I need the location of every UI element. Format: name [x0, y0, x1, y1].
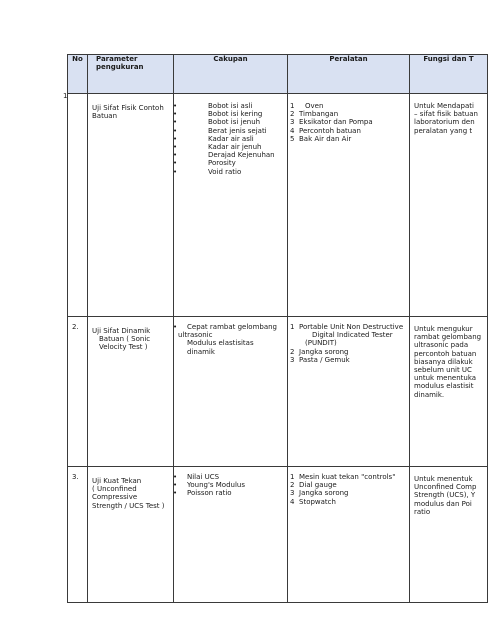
cakupan-cell — [174, 317, 288, 467]
list-number: 2 — [290, 110, 295, 119]
list-number: 2 — [290, 481, 295, 490]
fungsi-line: percontoh batuan — [414, 349, 477, 358]
list-item — [292, 118, 409, 126]
list-item — [292, 331, 409, 339]
cakupan-list — [174, 473, 287, 498]
peralatan-cell — [288, 467, 410, 603]
fungsi-cell — [410, 94, 488, 317]
header-peralatan: Peralatan — [288, 55, 410, 94]
header-cakupan: Cakupan — [174, 55, 288, 94]
fungsi-line: ultrasonic pada — [414, 341, 469, 350]
row-number: 2. — [68, 317, 88, 467]
cakupan-list — [174, 323, 287, 356]
fungsi-line: biasanya dilakuk — [414, 357, 473, 366]
bullet-icon: • — [173, 118, 178, 127]
list-item — [292, 110, 409, 118]
fungsi-line: modulus elastisit — [414, 382, 474, 391]
fungsi-line: Untuk Mendapati — [414, 102, 474, 110]
peralatan-text: Dial gauge — [299, 481, 337, 490]
peralatan-text: Oven — [305, 102, 324, 110]
header-parameter-line2: pengukuran — [96, 63, 144, 72]
list-number: 1 — [290, 473, 295, 481]
list-item — [174, 143, 287, 151]
fungsi-line: rambat gelombang — [414, 333, 482, 342]
peralatan-text: Timbangan — [299, 110, 339, 119]
cakupan-text: Cepat rambat gelombang — [187, 323, 277, 331]
list-number: 1 — [290, 102, 295, 110]
bullet-icon: • — [173, 481, 178, 490]
fungsi-cell — [410, 467, 488, 603]
list-item — [292, 323, 409, 331]
list-number: 1 — [290, 323, 295, 331]
parameter-line: Strength / UCS Test ) — [92, 501, 165, 510]
fungsi-line: Untuk menentuk — [414, 475, 473, 483]
list-item — [174, 473, 287, 481]
list-item — [174, 110, 287, 118]
list-item — [292, 339, 409, 347]
parameter-line: Velocity Test ) — [99, 343, 148, 352]
list-item — [174, 481, 287, 489]
parameter-line: Batuan — [92, 112, 117, 121]
list-item — [292, 127, 409, 135]
list-item — [174, 339, 287, 347]
cakupan-text: Bobot isi kering — [208, 110, 263, 119]
cakupan-text: ultrasonic — [178, 331, 213, 340]
cakupan-text: Porosity — [208, 159, 236, 168]
list-item — [174, 323, 287, 331]
parameter-line: ( Unconfined — [92, 485, 137, 494]
cakupan-text: Nilai UCS — [187, 473, 220, 481]
peralatan-cell — [288, 317, 410, 467]
bullet-icon: • — [173, 151, 178, 160]
list-number: 4 — [290, 126, 295, 135]
bullet-icon: • — [173, 489, 178, 498]
row-number — [68, 94, 88, 317]
fungsi-cell — [410, 317, 488, 467]
header-parameter-line1: Parameter — [96, 55, 138, 63]
parameter-cell — [88, 94, 174, 317]
list-number: 3 — [290, 118, 295, 127]
fungsi-line: Untuk mengukur — [414, 325, 473, 333]
cakupan-text: Void ratio — [208, 167, 242, 176]
fungsi-line: untuk menentuka — [414, 374, 477, 383]
parameter-cell — [88, 317, 174, 467]
peralatan-text: Bak Air dan Air — [299, 134, 352, 143]
fungsi-line: Unconfined Comp — [414, 483, 477, 492]
fungsi-line: peralatan yang t — [414, 126, 473, 135]
fungsi-line: sebelum unit UC — [414, 366, 472, 375]
header-no: No — [68, 55, 88, 94]
peralatan-text: Jangka sorong — [299, 347, 349, 356]
list-item — [292, 135, 409, 143]
list-item — [174, 168, 287, 176]
fungsi-line: modulus dan Poi — [414, 499, 472, 508]
peralatan-text: Digital Indicated Tester — [312, 331, 393, 340]
list-item — [174, 331, 287, 339]
fungsi-line: dinamik. — [414, 390, 445, 399]
peralatan-text: Percontoh batuan — [299, 126, 361, 135]
peralatan-cell — [288, 94, 410, 317]
list-item — [174, 135, 287, 143]
list-item — [292, 489, 409, 497]
peralatan-text: Jangka sorong — [299, 489, 349, 498]
list-item — [292, 481, 409, 489]
peralatan-list — [292, 473, 409, 506]
header-parameter — [88, 55, 174, 94]
table-row — [68, 317, 488, 467]
fungsi-line: – sifat fisik batuan — [414, 110, 478, 119]
list-item — [292, 356, 409, 364]
bullet-icon: • — [173, 167, 178, 176]
table-header-row — [68, 55, 488, 94]
cakupan-cell — [174, 94, 288, 317]
peralatan-list — [292, 102, 409, 143]
cakupan-text: dinamik — [187, 347, 215, 356]
list-item — [174, 489, 287, 497]
bullet-icon: • — [173, 110, 178, 119]
parameter-line: Compressive — [92, 493, 138, 502]
measurement-table — [67, 54, 488, 603]
cakupan-text: Derajad Kejenuhan — [208, 151, 275, 160]
fungsi-line: ratio — [414, 507, 431, 516]
list-item — [174, 118, 287, 126]
peralatan-text: Stopwatch — [299, 497, 336, 506]
parameter-line: Uji Sifat Fisik Contoh — [92, 104, 164, 112]
stray-row-number: 1 — [63, 92, 68, 100]
list-item — [292, 102, 409, 110]
list-item — [174, 151, 287, 159]
list-number: 3 — [290, 489, 295, 498]
bullet-icon: • — [173, 134, 178, 143]
cakupan-text: Bobot isi jenuh — [208, 118, 261, 127]
bullet-icon: • — [173, 102, 178, 110]
cakupan-text: Young's Modulus — [187, 481, 245, 490]
cakupan-list — [174, 102, 287, 176]
peralatan-text: Mesin kuat tekan "controls" — [299, 473, 396, 481]
list-item — [174, 127, 287, 135]
peralatan-text: (PUNDIT) — [305, 339, 337, 348]
peralatan-list — [292, 323, 409, 364]
cakupan-text: Berat jenis sejati — [208, 126, 267, 135]
list-number: 4 — [290, 497, 295, 506]
peralatan-text: Portable Unit Non Destructive — [299, 323, 404, 331]
cakupan-text: Kadar air jenuh — [208, 143, 262, 152]
bullet-icon: • — [173, 473, 178, 481]
peralatan-text: Eksikator dan Pompa — [299, 118, 373, 127]
header-fungsi: Fungsi dan T — [410, 55, 488, 94]
parameter-line: Uji Sifat Dinamik — [92, 327, 151, 335]
parameter-line: Uji Kuat Tekan — [92, 477, 142, 485]
list-item — [292, 498, 409, 506]
bullet-icon: • — [173, 159, 178, 168]
table-row — [68, 467, 488, 603]
list-item — [174, 159, 287, 167]
cakupan-text: Poisson ratio — [187, 489, 232, 498]
fungsi-line: Strength (UCS), Y — [414, 491, 476, 500]
cakupan-text: Modulus elastisitas — [187, 339, 254, 348]
list-item — [292, 348, 409, 356]
row-number: 3. — [68, 467, 88, 603]
parameter-line: Batuan ( Sonic — [99, 335, 151, 344]
bullet-icon: • — [173, 126, 178, 135]
cakupan-text: Kadar air asli — [208, 134, 254, 143]
list-item — [292, 473, 409, 481]
list-number: 5 — [290, 134, 295, 143]
bullet-icon: • — [173, 143, 178, 152]
fungsi-line: laboratorium den — [414, 118, 475, 127]
cakupan-cell — [174, 467, 288, 603]
table-row — [68, 94, 488, 317]
bullet-icon: • — [173, 323, 178, 331]
parameter-cell — [88, 467, 174, 603]
list-number: 3 — [290, 355, 295, 364]
peralatan-text: Pasta / Gemuk — [299, 355, 350, 364]
cakupan-text: Bobot isi asli — [208, 102, 253, 110]
list-number: 2 — [290, 347, 295, 356]
list-item — [174, 102, 287, 110]
list-item — [174, 348, 287, 356]
